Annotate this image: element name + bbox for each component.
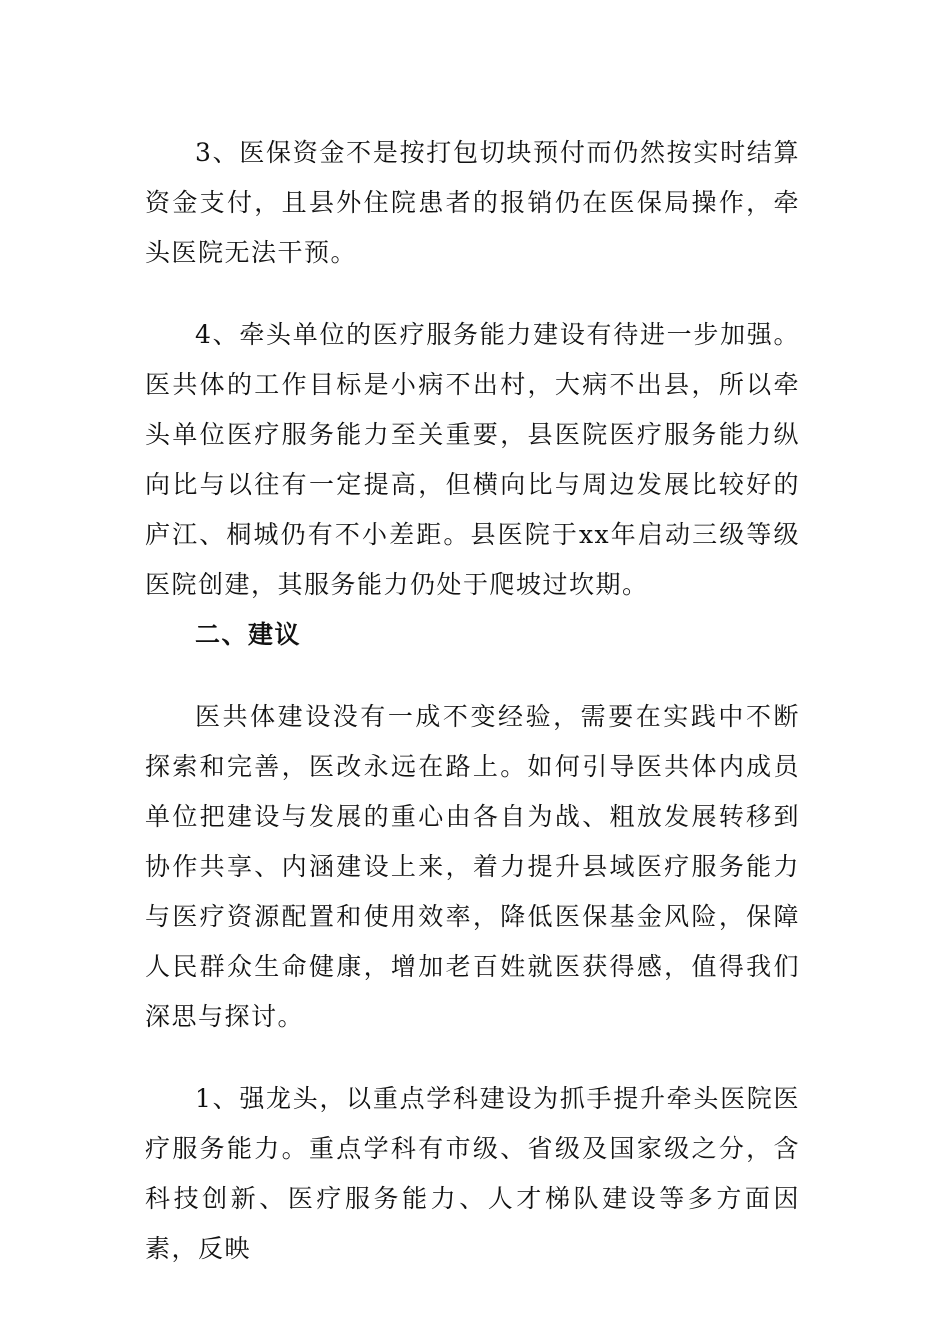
paragraph-item-4: 4、牵头单位的医疗服务能力建设有待进一步加强。医共体的工作目标是小病不出村，大病不出县，所以牵头单位医疗服务能力至关重要，县医院医疗服务能力纵向比与以往有一定提高，但横向比与周边发展比较好的庐江、桐城仍有不小差距。县医院于xx年启动三级等级医院创建，其服务能力仍处于爬坡过坎期。 bbox=[145, 320, 800, 599]
paragraph-suggestions-intro: 医共体建设没有一成不变经验，需要在实践中不断探索和完善，医改永远在路上。如何引导医共体内成员单位把建设与发展的重心由各自为战、粗放发展转移到协作共享、内涵建设上来，着力提升县域医疗服务能力与医疗资源配置和使用效率，降低医保基金风险，保障人民群众生命健康，增加老百姓就医获得感，值得我们深思与探讨。 bbox=[145, 702, 800, 1031]
paragraph-suggestion-1: 1、强龙头，以重点学科建设为抓手提升牵头医院医疗服务能力。重点学科有市级、省级及国家级之分，含科技创新、医疗服务能力、人才梯队建设等多方面因素，反映 bbox=[145, 1084, 800, 1263]
paragraph-item-3: 3、医保资金不是按打包切块预付而仍然按实时结算资金支付，且县外住院患者的报销仍在医保局操作，牵头医院无法干预。 bbox=[145, 138, 800, 267]
document-body bbox=[145, 128, 800, 1274]
section-heading-suggestions: 二、建议 bbox=[195, 620, 302, 649]
